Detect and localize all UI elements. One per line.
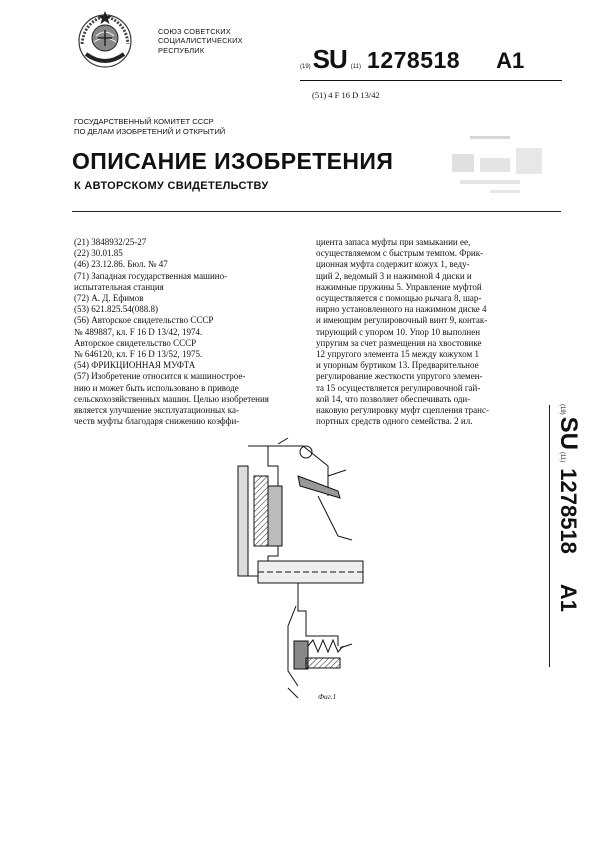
biblio-line: (72) А. Д. Ефимов [74, 293, 144, 304]
biblio-line: испытательная станция [74, 281, 164, 292]
committee-line: ГОСУДАРСТВЕННЫЙ КОМИТЕТ СССР [74, 117, 214, 126]
committee-line: ПО ДЕЛАМ ИЗОБРЕТЕНИЙ И ОТКРЫТИЙ [74, 126, 226, 136]
library-stamp-icon [440, 132, 550, 202]
union-line: СОЮЗ СОВЕТСКИХ [158, 27, 231, 36]
abstract-line: кой 14, что позволяет обеспечивать оди- [316, 393, 471, 404]
header-underline [300, 80, 562, 81]
biblio-line: Авторское свидетельство СССР [74, 337, 197, 348]
side-publication-number [552, 402, 582, 662]
abstract-line: нию и может быть использовано в приводе [74, 382, 239, 393]
abstract-line: (57) Изобретение относится к машинострое- [74, 371, 246, 382]
document-kind: A1 [496, 48, 525, 73]
biblio-line: № 646120, кл. F 16 D 13/52, 1975. [74, 349, 203, 360]
biblio-line: (71) Западная государственная машино- [74, 270, 228, 281]
document-subtitle: К АВТОРСКОМУ СВИДЕТЕЛЬСТВУ [74, 180, 269, 192]
publication-number [300, 44, 524, 74]
figure-caption: Фиг.1 [318, 692, 337, 701]
abstract-line: нажимные пружины 5. Управление муфтой [316, 281, 482, 292]
document-title: ОПИСАНИЕ ИЗОБРЕТЕНИЯ [72, 148, 394, 174]
side-rule [549, 405, 550, 667]
ipc-classification: (51) 4 F 16 D 13/42 [312, 90, 380, 100]
abstract-line: является улучшение эксплуатационных ка- [74, 405, 240, 416]
abstract-line: ционная муфта содержит кожух 1, веду- [316, 259, 470, 270]
country-code: SU [312, 44, 347, 74]
abstract-line: и имеющим регулировочный винт 9, контак- [316, 315, 488, 326]
abstract-line: упругим за счет размещения на хвостовике [316, 337, 482, 348]
biblio-line: (56) Авторское свидетельство СССР [74, 315, 214, 326]
abstract-line: и упорным буртиком 13. Предварительное [316, 360, 479, 371]
side-inid-code-19: (19) [559, 404, 565, 415]
patent-number: 1278518 [367, 47, 461, 73]
abstract-line: наковую регулировку муфт сцепления транс- [316, 405, 489, 416]
abstract-line: нирно установленного на нажимном диске 4 [316, 304, 487, 315]
side-document-kind: A1 [556, 583, 581, 613]
side-patent-number: 1278518 [556, 468, 581, 554]
committee [74, 117, 225, 136]
bibliographic-data [74, 237, 326, 427]
clutch-drawing [228, 436, 368, 704]
inid-code-11: (11) [350, 64, 362, 70]
abstract-line: сельскохозяйственных машин. Целью изобретения [74, 393, 269, 404]
union-line: РЕСПУБЛИК [158, 45, 205, 55]
biblio-line: (21) 3848932/25-27 [74, 237, 147, 247]
abstract-line: регулирование жесткости упругого элемен- [316, 371, 483, 382]
union-line: СОЦИАЛИСТИЧЕСКИХ [158, 36, 243, 46]
abstract-line: щий 2, ведомый 3 и нажимной 4 диски и [316, 270, 472, 281]
abstract-line: портных средств одного семейства. 2 ил. [316, 416, 473, 427]
abstract-line: 12 упругого элемента 15 между кожухом 1 [316, 349, 479, 360]
abstract-line: циента запаса муфты при замыкании ее, [316, 237, 471, 247]
side-inid-code-11: (11) [559, 452, 565, 463]
abstract-line: осуществляется с помощью рычага 8, шар- [316, 293, 482, 304]
biblio-line: (54) ФРИКЦИОННАЯ МУФТА [74, 360, 196, 371]
abstract-line: честв муфты благодаря снижению коэффи- [74, 416, 240, 427]
inid-code-19: (19) [300, 64, 311, 70]
abstract-continued [316, 237, 546, 427]
abstract-line: осуществляемом с быстрым темпом. Фрик- [316, 248, 484, 259]
ussr-emblem-icon [74, 8, 136, 70]
abstract-line: та 15 осуществляется регулировочной гай- [316, 382, 481, 393]
biblio-line: (46) 23.12.86. Бюл. № 47 [74, 259, 168, 270]
biblio-line: (53) 621.825.54(088.8) [74, 304, 158, 315]
side-country-code: SU [555, 416, 582, 451]
header-rule [72, 211, 561, 212]
biblio-line: (22) 30.01.85 [74, 248, 123, 259]
abstract-line: тирующий с упором 10. Упор 10 выполнен [316, 326, 481, 337]
union-name [158, 27, 243, 55]
biblio-line: № 489887, кл. F 16 D 13/42, 1974. [74, 326, 203, 337]
